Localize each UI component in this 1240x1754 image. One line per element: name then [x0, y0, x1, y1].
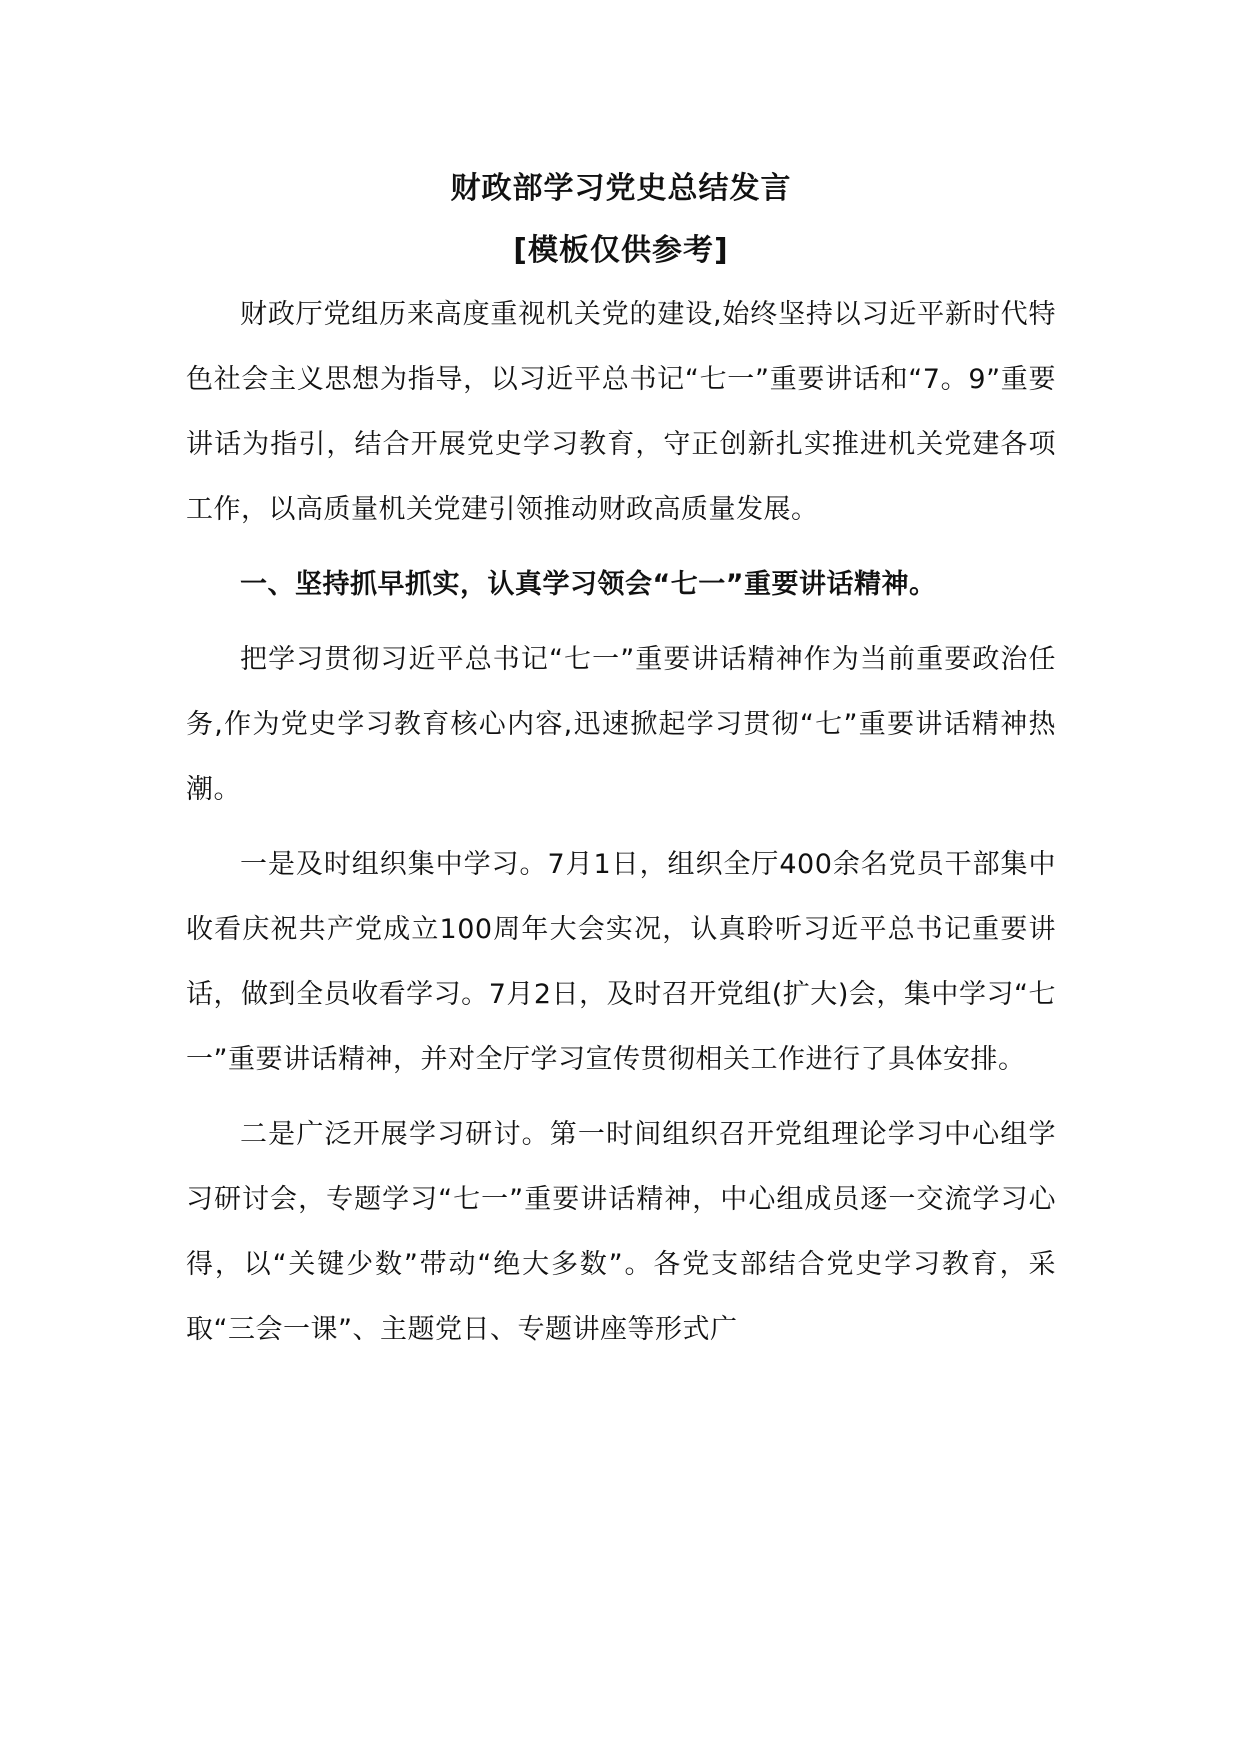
body-paragraph: 一是及时组织集中学习。7月1日，组织全厅400余名党员干部集中收看庆祝共产党成立100周年大会实况，认真聆听习近平总书记重要讲话，做到全员收看学习。7月2日，及时召开党组(扩大)会，集中学习“七一”重要讲话精神，并对全厅学习宣传贯彻相关工作进行了具体安排。 [186, 849, 1056, 1075]
body-paragraph: 二是广泛开展学习研讨。第一时间组织召开党组理论学习中心组学习研讨会，专题学习“七一”重要讲话精神，中心组成员逐一交流学习心得，以“关键少数”带动“绝大多数”。各党支部结合党史学习教育，采取“三会一课”、主题党日、专题讲座等形式广 [186, 1119, 1056, 1345]
intro-paragraph: 财政厅党组历来高度重视机关党的建设,始终坚持以习近平新时代特色社会主义思想为指导，以习近平总书记“七一”重要讲话和“7。9”重要讲话为指引，结合开展党史学习教育，守正创新扎实推进机关党建各项工作，以高质量机关党建引领推动财政高质量发展。 [186, 299, 1056, 525]
section-heading: 一、坚持抓早抓实，认真学习领会“七一”重要讲话精神。 [240, 569, 937, 600]
document-body [186, 168, 1056, 1362]
document-subtitle: [模板仅供参考] [513, 233, 729, 268]
body-paragraph: 把学习贯彻习近平总书记“七一”重要讲话精神作为当前重要政治任务,作为党史学习教育核心内容,迅速掀起学习贯彻“七”重要讲话精神热潮。 [186, 644, 1056, 805]
document-title: 财政部学习党史总结发言 [450, 171, 792, 206]
